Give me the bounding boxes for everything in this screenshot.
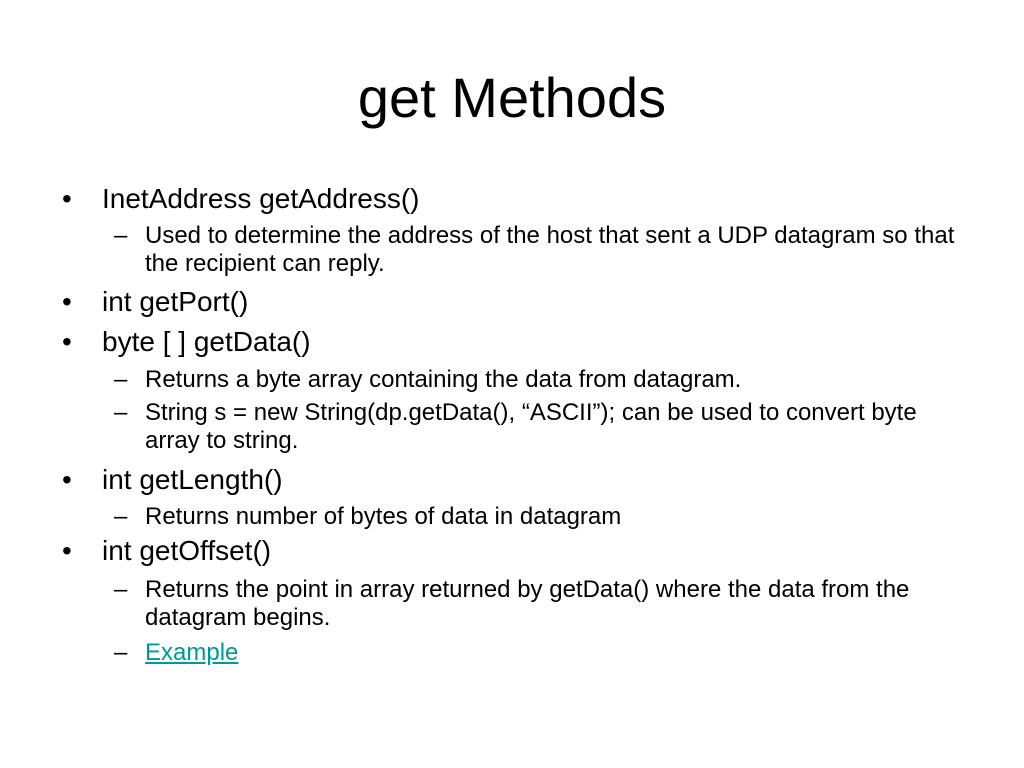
bullet-label: int getOffset() [102,535,272,566]
bullet-label: InetAddress getAddress() [102,183,420,214]
dash-icon: – [114,222,128,249]
dash-icon: – [114,503,128,530]
bullet-dot-icon: • [62,286,72,317]
bullet-label: byte [ ] getData() [102,326,311,357]
sub-item-text [145,639,955,667]
sub-item-text: Used to determine the address of the host that sent a UDP datagram so that the recipient can reply. [145,222,955,277]
dash-icon: – [114,576,128,603]
slide-title: get Methods [357,66,667,129]
example-link[interactable]: Example [145,639,239,666]
dash-icon: – [114,399,128,426]
dash-icon: – [114,366,128,393]
bullet-dot-icon: • [62,535,72,566]
sub-item-text: Returns number of bytes of data in datagram [145,503,622,530]
bullet-label: int getLength() [102,464,283,495]
sub-item-text: Returns a byte array containing the data from datagram. [145,366,742,393]
bullet-dot-icon: • [62,326,72,357]
sub-item-text: Returns the point in array returned by getData() where the data from the datagram begins. [145,576,910,631]
dash-icon: – [114,639,128,666]
sub-item-text: String s = new String(dp.getData(), “ASCII”); can be used to convert byte array to string. [145,399,917,454]
bullet-label: int getPort() [102,286,249,317]
bullet-dot-icon: • [62,464,72,495]
bullet-dot-icon: • [62,183,72,214]
